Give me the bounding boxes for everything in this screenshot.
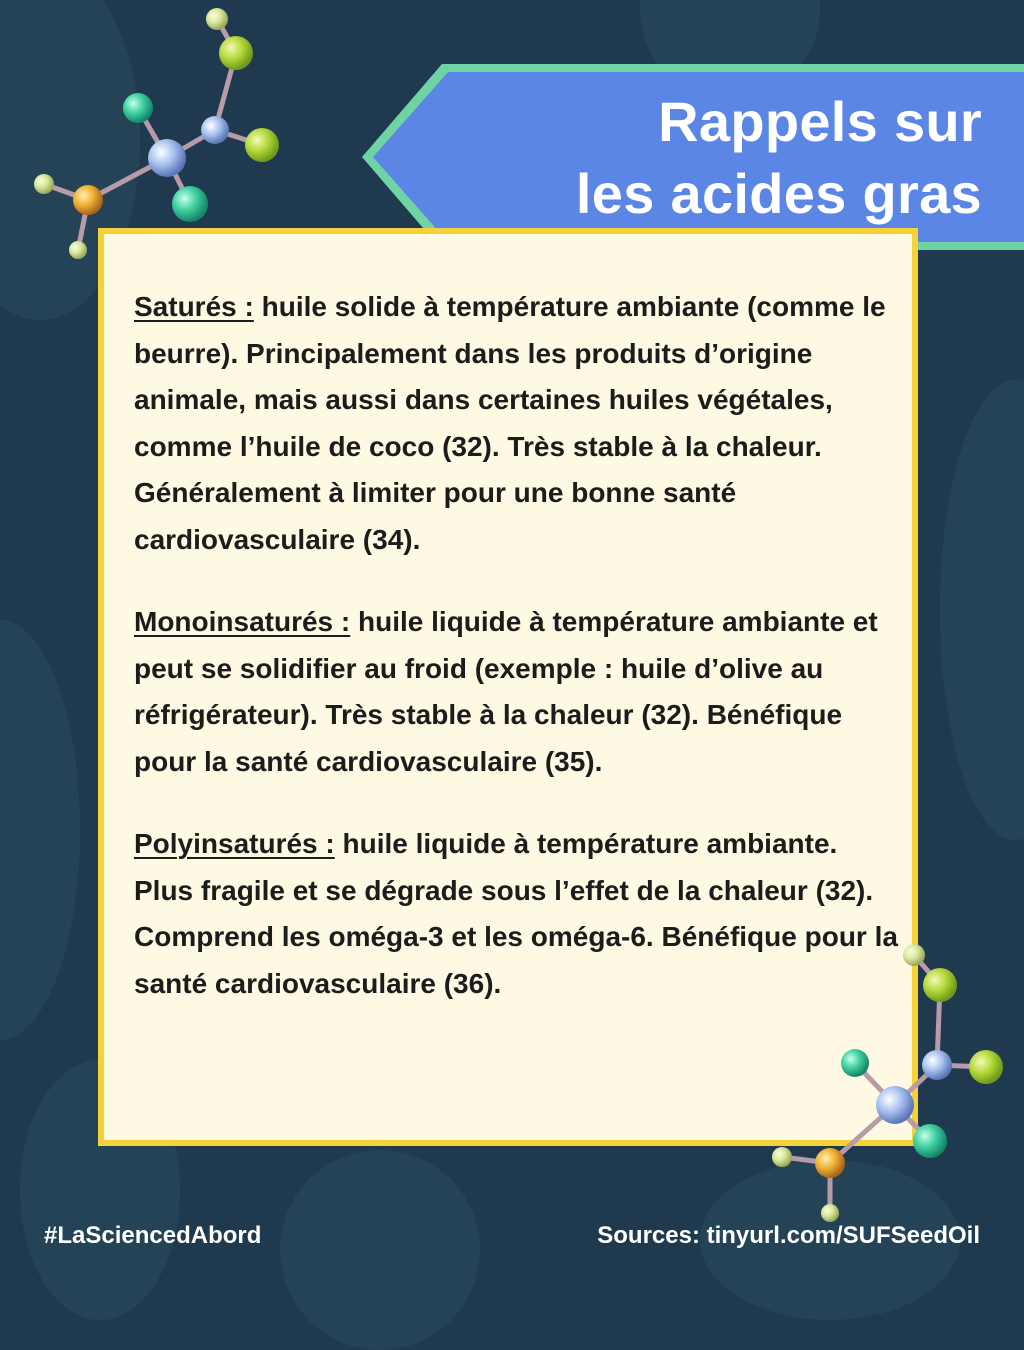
section-term: Monoinsaturés : [134,606,351,637]
section-monoinsatures [134,599,904,785]
sources-link[interactable]: Sources: tinyurl.com/SUFSeedOil [597,1222,980,1249]
banner-title [462,86,982,230]
background-blob [0,620,80,1040]
section-text: huile liquide à température ambiante. Plus fragile et se dégrade sous l’effet de la chaleur (32). Comprend les oméga-3 et les oméga-6. Bénéfique pour la santé cardiovasculaire (36). [134,828,898,999]
card-content [134,284,904,1043]
section-text: huile liquide à température ambiante et peut se solidifier au froid (exemple : huile d’olive au réfrigérateur). Très stable à la chaleur (32). Bénéfique pour la santé cardiovasculaire (35). [134,606,878,777]
molecule-icon [760,935,1024,1225]
molecule-icon [20,0,310,270]
background-blob [940,380,1024,840]
section-satures [134,284,904,563]
banner-title-line1: Rappels sur [658,90,982,153]
section-text: huile solide à température ambiante (comme le beurre). Principalement dans les produits d’origine animale, mais aussi dans certaines huiles végétales, comme l’huile de coco (32). Très stable à la chaleur. Généralement à limiter pour une bonne santé cardiovasculaire (34). [134,291,886,555]
banner-title-line2: les acides gras [575,162,982,225]
background-blob [280,1150,480,1350]
section-term: Saturés : [134,291,254,322]
section-term: Polyinsaturés : [134,828,335,859]
hashtag: #LaSciencedAbord [44,1222,262,1249]
